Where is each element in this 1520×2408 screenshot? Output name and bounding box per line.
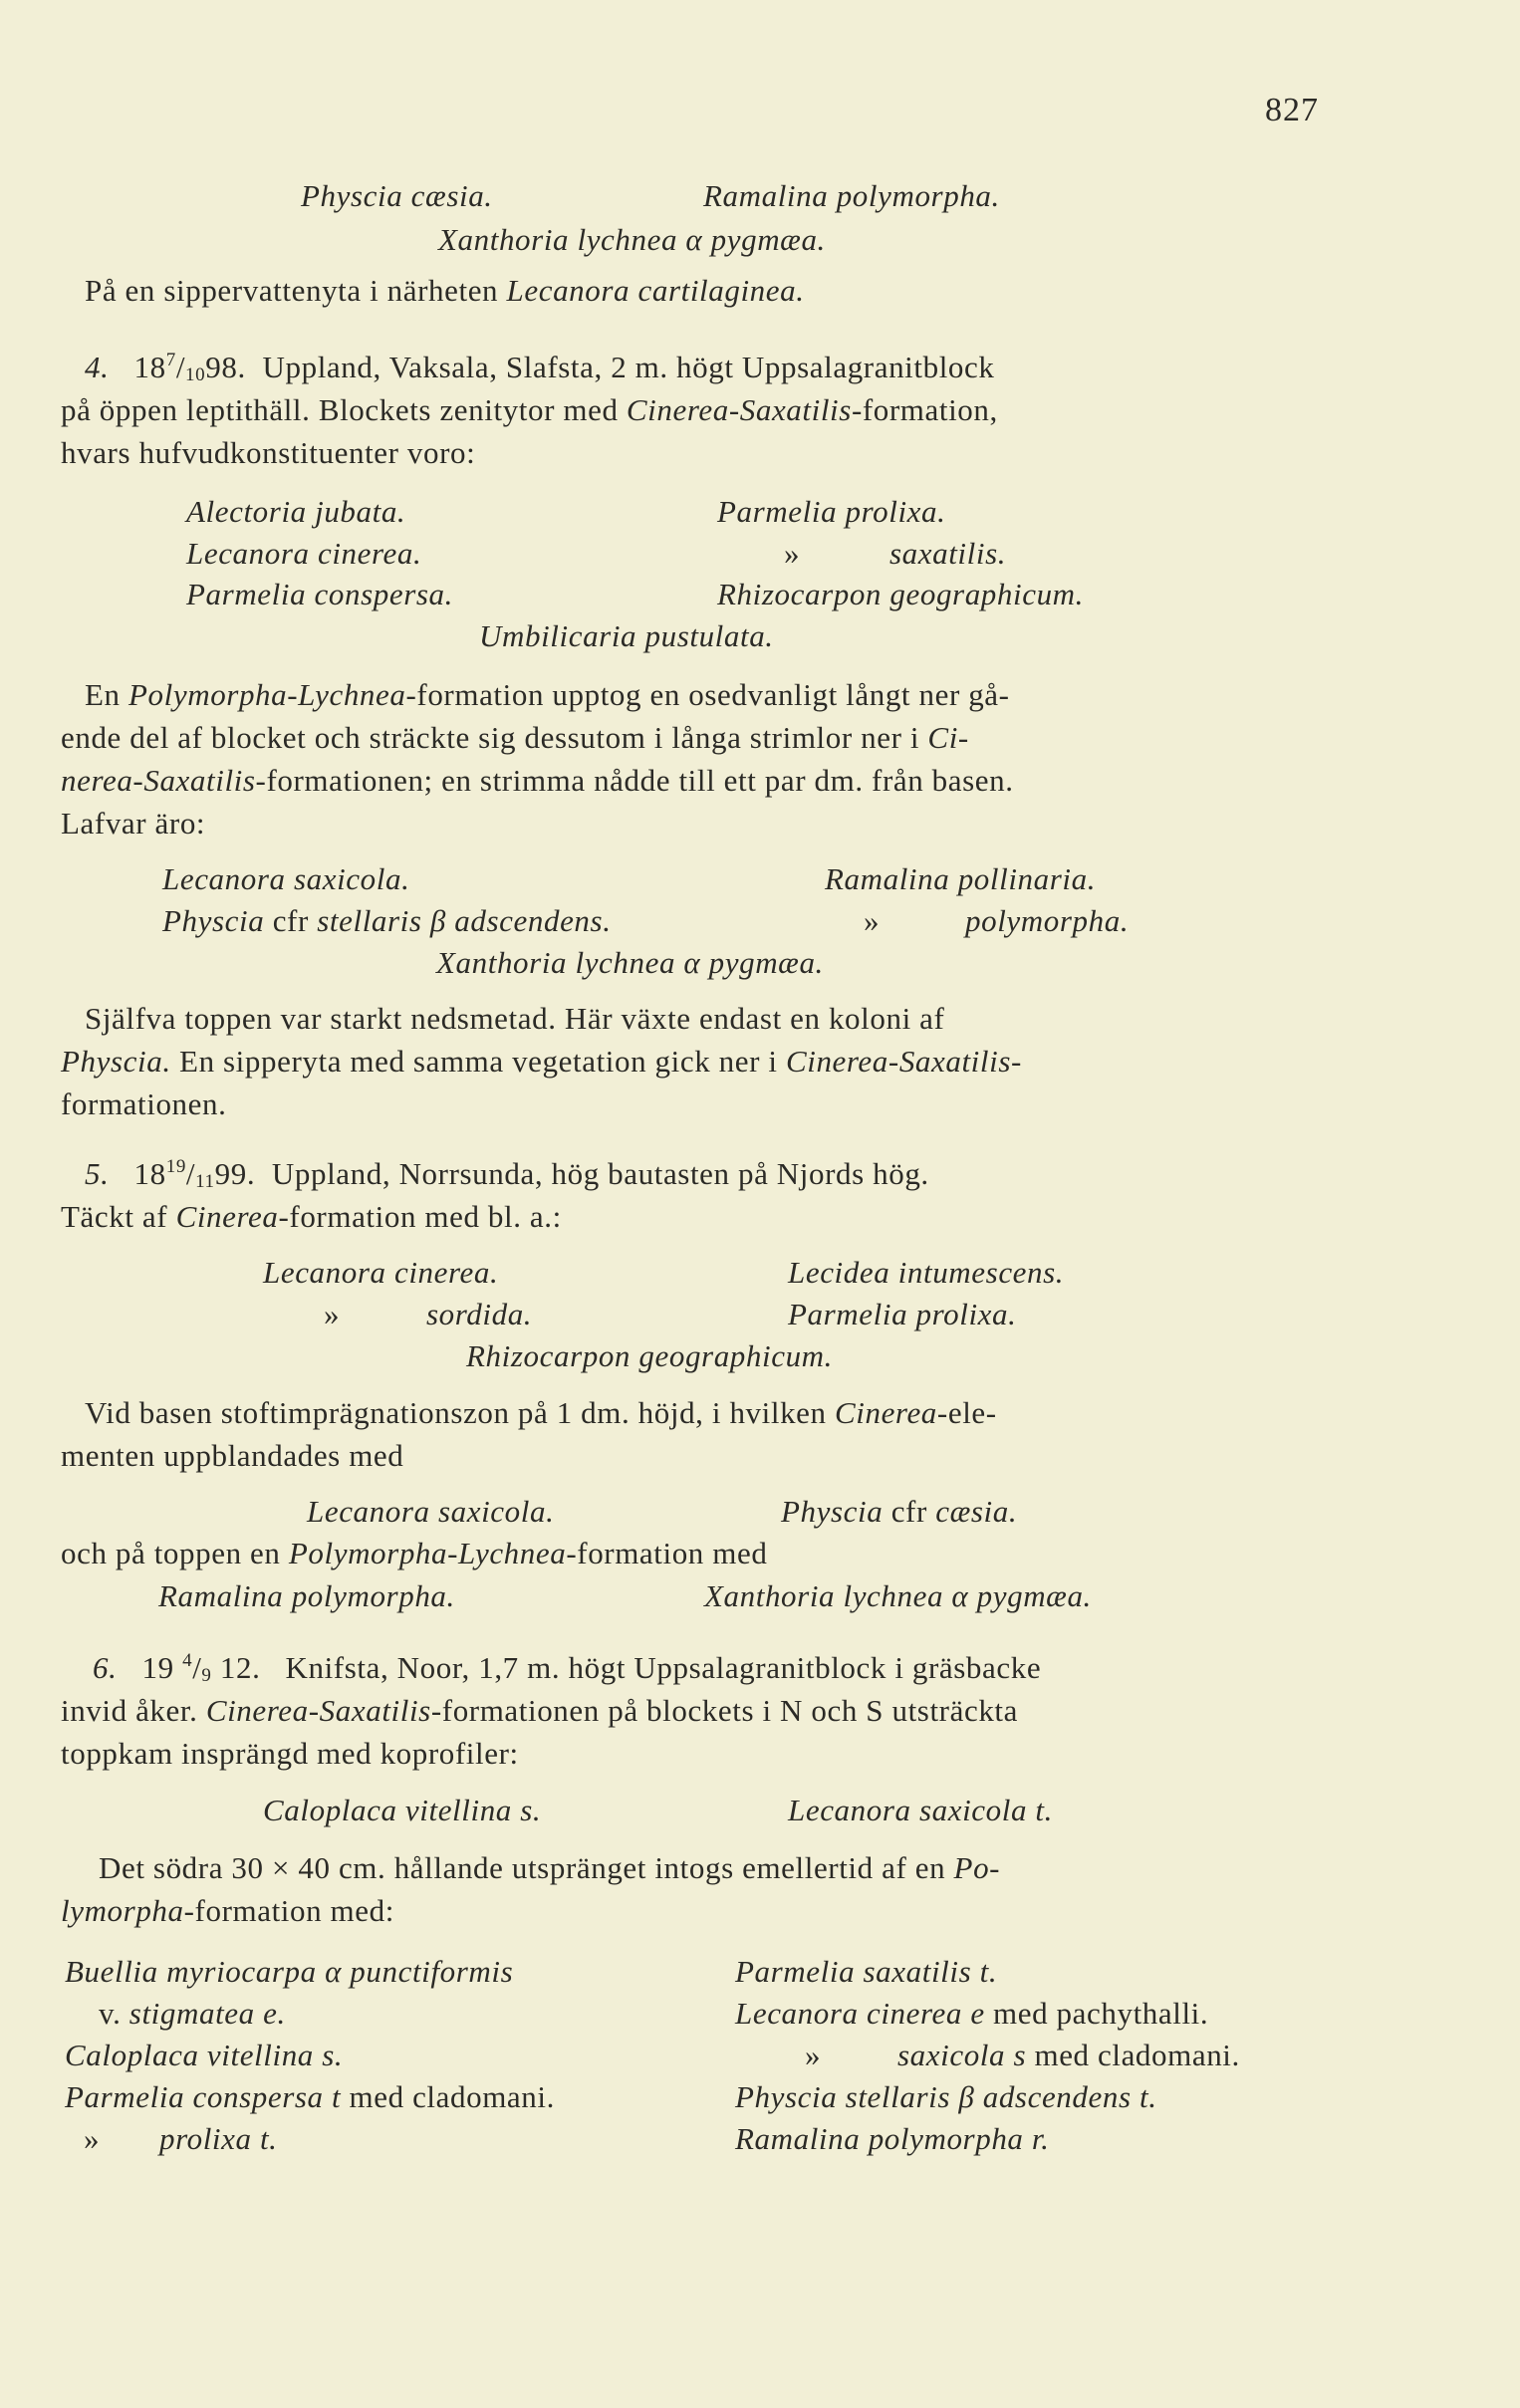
paragraph-line: och på toppen en Polymorpha-Lychnea-formation med bbox=[61, 1536, 768, 1570]
entry-6-line-2: invid åker. Cinerea-Saxatilis-formationen på blockets i N och S utsträckta bbox=[61, 1693, 1018, 1728]
page-number: 827 bbox=[1265, 92, 1319, 128]
paragraph-line: En Polymorpha-Lychnea-formation upptog en osedvanligt långt ner gå- bbox=[85, 677, 1010, 712]
paragraph-line: Själfva toppen var starkt nedsmetad. Här växte endast en koloni af bbox=[85, 1001, 945, 1036]
species-item: Lecanora saxicola. bbox=[162, 861, 410, 896]
paragraph-line: Lafvar äro: bbox=[61, 806, 206, 841]
species-item: Lecanora cinerea. bbox=[186, 536, 422, 571]
ditto-mark: » bbox=[84, 2121, 101, 2156]
paragraph-line: menten uppblandades med bbox=[61, 1438, 404, 1473]
entry-5-line-1: 5. $18^{19}/_{11}99$. Uppland, Norrsunda, hög bautasten på Njords hög. bbox=[85, 1156, 929, 1192]
species-item: Lecidea intumescens. bbox=[788, 1255, 1065, 1290]
species-item: Lecanora saxicola t. bbox=[788, 1793, 1053, 1827]
species-item: Umbilicaria pustulata. bbox=[479, 618, 774, 653]
paragraph-line: På en sippervattenyta i närheten Lecanora cartilaginea. bbox=[85, 273, 805, 308]
paragraph-line: nerea-Saxatilis-formationen; en strimma nådde till ett par dm. från basen. bbox=[61, 763, 1014, 798]
species-item: Caloplaca vitellina s. bbox=[65, 2038, 344, 2072]
ditto-mark: » bbox=[324, 1297, 341, 1331]
species-item: Physcia cfr cæsia. bbox=[781, 1494, 1018, 1529]
species-item: Buellia myriocarpa α punctiformis bbox=[65, 1954, 514, 1989]
species-item: Ramalina pollinaria. bbox=[825, 861, 1097, 896]
entry-4-line-1: 4. $18^7/_{10}98$. Uppland, Vaksala, Slafsta, 2 m. högt Uppsalagranitblock bbox=[85, 350, 995, 385]
paragraph-line: formationen. bbox=[61, 1086, 227, 1121]
species-item: Ramalina polymorpha. bbox=[158, 1578, 455, 1613]
entry-number: 4. bbox=[85, 350, 110, 384]
species-item: saxicola s med cladomani. bbox=[897, 2038, 1240, 2072]
paragraph-line: Vid basen stoftimprägnationszon på 1 dm. höjd, i hvilken Cinerea-ele- bbox=[85, 1395, 997, 1430]
species-item: Parmelia saxatilis t. bbox=[735, 1954, 998, 1989]
species-item: Ramalina polymorpha r. bbox=[735, 2121, 1050, 2156]
paragraph-line: Physcia. En sipperyta med samma vegetation gick ner i Cinerea-Saxatilis- bbox=[61, 1044, 1022, 1079]
ditto-mark: » bbox=[784, 536, 801, 571]
species-item: Lecanora saxicola. bbox=[307, 1494, 555, 1529]
entry-6-line-1: 6. 19 $^4/_9$ 12. Knifsta, Noor, 1,7 m. högt Uppsalagranitblock i gräsbacke bbox=[93, 1650, 1042, 1686]
species-item: Physcia stellaris β adscendens t. bbox=[735, 2079, 1157, 2114]
species-item: polymorpha. bbox=[965, 903, 1130, 938]
species-item: Rhizocarpon geographicum. bbox=[717, 577, 1085, 611]
entry-6-line-3: toppkam insprängd med koprofiler: bbox=[61, 1736, 519, 1771]
paragraph-line: Det södra 30 × 40 cm. hållande utspränget intogs emellertid af en Po- bbox=[99, 1850, 1001, 1885]
species-item: Lecanora cinerea e med pachythalli. bbox=[735, 1996, 1209, 2031]
paragraph-line: ende del af blocket och sträckte sig dessutom i långa strimlor ner i Ci- bbox=[61, 720, 969, 755]
species-physcia-caesia: Physcia cæsia. bbox=[301, 178, 493, 213]
entry-4-line-3: hvars hufvudkonstituenter voro: bbox=[61, 435, 476, 470]
entry-number: 5. bbox=[85, 1156, 110, 1191]
species-item: sordida. bbox=[426, 1297, 533, 1331]
ditto-mark: » bbox=[864, 903, 881, 938]
paragraph-line: lymorpha-formation med: bbox=[61, 1893, 394, 1928]
species-item: Rhizocarpon geographicum. bbox=[466, 1338, 834, 1373]
entry-number: 6. bbox=[93, 1650, 118, 1685]
entry-5-line-2: Täckt af Cinerea-formation med bl. a.: bbox=[61, 1199, 562, 1234]
species-item: Parmelia conspersa. bbox=[186, 577, 453, 611]
species-item: Xanthoria lychnea α pygmæa. bbox=[436, 945, 824, 980]
species-item: Physcia cfr stellaris β adscendens. bbox=[162, 903, 612, 938]
species-item: Lecanora cinerea. bbox=[263, 1255, 499, 1290]
entry-4-line-2: på öppen leptithäll. Blockets zenitytor med Cinerea-Saxatilis-formation, bbox=[61, 392, 998, 427]
ditto-mark: » bbox=[805, 2038, 822, 2072]
species-item: Parmelia conspersa t med cladomani. bbox=[65, 2079, 555, 2114]
species-xanthoria-lychnea: Xanthoria lychnea α pygmæa. bbox=[438, 222, 826, 257]
species-item: Xanthoria lychnea α pygmæa. bbox=[704, 1578, 1092, 1613]
species-ramalina-polymorpha: Ramalina polymorpha. bbox=[703, 178, 1000, 213]
species-item: Alectoria jubata. bbox=[186, 494, 406, 529]
species-item: v. stigmatea e. bbox=[99, 1996, 286, 2031]
species-item: Parmelia prolixa. bbox=[717, 494, 946, 529]
species-item: prolixa t. bbox=[159, 2121, 278, 2156]
species-item: saxatilis. bbox=[889, 536, 1007, 571]
species-item: Caloplaca vitellina s. bbox=[263, 1793, 542, 1827]
page bbox=[55, 0, 1340, 2408]
species-item: Parmelia prolixa. bbox=[788, 1297, 1017, 1331]
